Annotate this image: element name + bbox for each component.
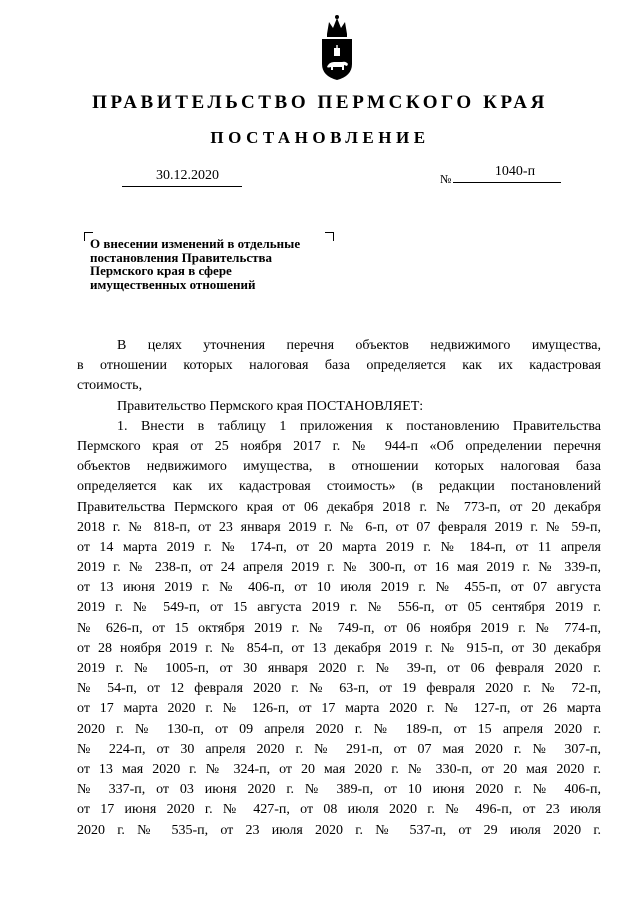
body-line: от 28 ноября 2019 г. № 854-п, от 13 декабря 2019 г. № 915-п, от 30 декабря <box>77 640 601 656</box>
subject-line: постановления Правительства <box>90 249 272 265</box>
subject-line: имущественных отношений <box>90 276 256 292</box>
body-line: в отношении которых налоговая база определяется как их кадастровая <box>77 358 601 374</box>
body-line: от 13 мая 2020 г. № 324-п, от 20 мая 2020 г. № 330-п, от 20 мая 2020 г. <box>77 761 601 777</box>
body-line: В целях уточнения перечня объектов недвижимого имущества, <box>117 338 601 353</box>
body-line: 2019 г. № 1005-п, от 30 января 2020 г. № 39-п, от 06 февраля 2020 г. <box>77 661 601 676</box>
number-underline <box>453 182 561 183</box>
body-line: Правительства Пермского края от 06 декабря 2018 г. № 773-п, от 20 декабря <box>77 499 601 515</box>
document-subject <box>90 237 350 291</box>
perm-coat-of-arms-icon <box>317 12 357 82</box>
document-number: 1040-п <box>494 164 536 179</box>
body-line: 2018 г. № 818-п, от 23 января 2019 г. № 6-п, от 07 февраля 2019 г. № 59-п, <box>77 519 601 535</box>
date-underline <box>122 186 242 187</box>
body-line: 2020 г. № 130-п, от 09 апреля 2020 г. № 189-п, от 15 апреля 2020 г. <box>77 721 601 737</box>
document-body <box>77 336 601 841</box>
body-line: стоимость, <box>77 378 143 394</box>
body-line: определяется как их кадастровая стоимость» (в редакции постановлений <box>77 479 601 495</box>
subject-line: Пермского края в сфере <box>90 263 232 278</box>
body-line: от 17 июня 2020 г. № 427-п, от 08 июля 2020 г. № 496-п, от 23 июля <box>77 802 601 818</box>
body-line: от 13 июня 2019 г. № 406-п, от 10 июля 2019 г. № 455-п, от 07 августа <box>77 580 601 596</box>
body-line: Правительство Пермского края ПОСТАНОВЛЯЕТ: <box>117 398 424 414</box>
body-line: 2020 г. № 535-п, от 23 июля 2020 г. № 537-п, от 29 июля 2020 г. <box>77 822 601 838</box>
government-title: ПРАВИТЕЛЬСТВО ПЕРМСКОГО КРАЯ <box>92 92 548 113</box>
body-line: Пермского края от 25 ноября 2017 г. № 944-п «Об определении перечня <box>77 438 601 454</box>
body-line: 2019 г. № 238-п, от 24 апреля 2019 г. № 300-п, от 16 мая 2019 г. № 339-п, <box>77 560 601 576</box>
body-line: 1. Внести в таблицу 1 приложения к постановлению Правительства <box>117 418 601 434</box>
body-line: № 626-п, от 15 октября 2019 г. № 749-п, от 06 ноября 2019 г. № 774-п, <box>77 620 601 636</box>
number-sign: № <box>440 172 452 186</box>
subject-line: О внесении изменений в отдельные <box>90 236 301 251</box>
body-line: № 224-п, от 30 апреля 2020 г. № 291-п, от 07 мая 2020 г. № 307-п, <box>77 741 601 757</box>
body-line: от 17 марта 2020 г. № 126-п, от 17 марта 2020 г. № 127-п, от 26 марта <box>77 701 601 717</box>
body-line: объектов недвижимого имущества, в отношении которых налоговая база <box>77 459 601 475</box>
body-line: от 14 марта 2019 г. № 174-п, от 20 марта 2019 г. № 184-п, от 11 апреля <box>77 539 601 555</box>
document-type: ПОСТАНОВЛЕНИЕ <box>210 128 430 147</box>
body-line: № 337-п, от 03 июня 2020 г. № 389-п, от 10 июня 2020 г. № 406-п, <box>77 782 601 798</box>
body-line: 2019 г. № 549-п, от 15 августа 2019 г. № 556-п, от 05 сентября 2019 г. <box>77 600 601 616</box>
body-line: № 54-п, от 12 февраля 2020 г. № 63-п, от 19 февраля 2020 г. № 72-п, <box>77 681 601 697</box>
document-date: 30.12.2020 <box>156 168 219 183</box>
